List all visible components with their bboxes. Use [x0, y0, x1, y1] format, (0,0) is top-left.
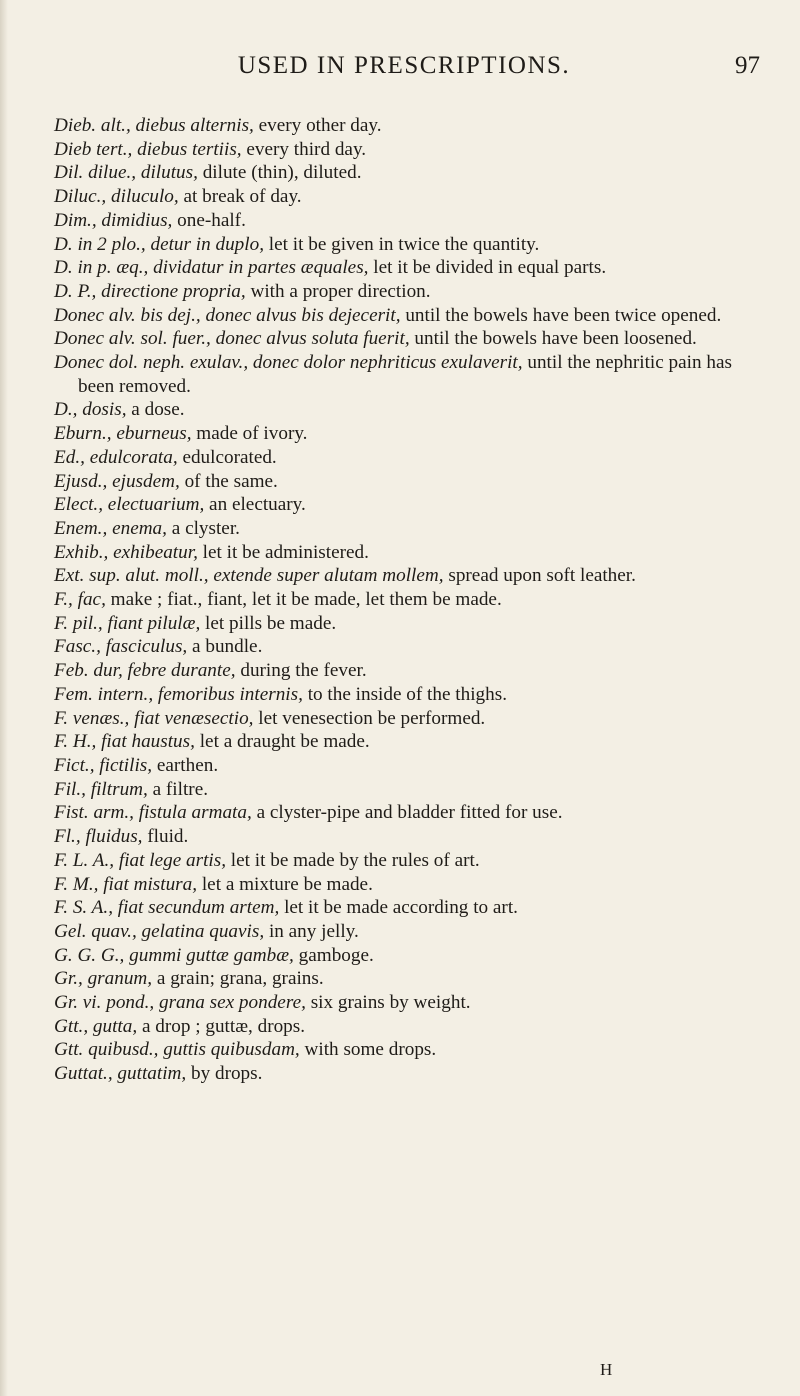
glossary-entry: [54, 944, 772, 968]
entry-meaning: six grains by weight.: [310, 992, 471, 1014]
entry-meaning: edulcorated.: [182, 446, 277, 468]
glossary-entry: [54, 849, 772, 873]
glossary-entry: [54, 825, 772, 849]
glossary-entry: [54, 873, 772, 897]
entry-meaning: a drop ; guttæ, drops.: [141, 1015, 306, 1037]
entry-abbreviation: Fist. arm., fistula armata,: [54, 802, 252, 824]
entry-meaning: fluid.: [147, 826, 189, 848]
entry-meaning: an electuary.: [209, 494, 306, 516]
glossary-entry: [54, 493, 772, 517]
entry-abbreviation: Ed., edulcorata,: [54, 446, 178, 468]
glossary-entry: [54, 161, 772, 185]
entry-meaning: let venesection be performed.: [258, 707, 486, 729]
glossary-entry: [54, 1062, 772, 1086]
glossary-entry: [54, 683, 772, 707]
entry-meaning: dilute (thin), diluted.: [202, 162, 362, 184]
page-number: 97: [735, 52, 760, 79]
entry-meaning: with a proper direction.: [250, 280, 431, 302]
entry-abbreviation: Fict., fictilis,: [54, 754, 153, 776]
entry-abbreviation: Fl., fluidus,: [54, 826, 143, 848]
entry-meaning: every other day.: [258, 115, 382, 136]
entry-abbreviation: Exhib., exhibeatur,: [54, 541, 198, 563]
glossary-entry: [54, 659, 772, 683]
entry-meaning: in any jelly.: [268, 920, 359, 942]
page-edge: [0, 0, 8, 1396]
entry-meaning: let it be administered.: [202, 541, 369, 563]
entry-abbreviation: Gr. vi. pond., grana sex pondere,: [54, 992, 306, 1014]
glossary-entry: [54, 920, 772, 944]
entry-meaning: to the inside of the thighs.: [307, 683, 508, 705]
glossary-entry: [54, 1015, 772, 1039]
glossary-entry: [54, 517, 772, 541]
entry-abbreviation: Fil., filtrum,: [54, 778, 148, 800]
entry-abbreviation: Gel. quav., gelatina quavis,: [54, 920, 265, 942]
entry-abbreviation: Diluc., diluculo,: [54, 186, 179, 208]
glossary-entry: [54, 707, 772, 731]
glossary-list: [54, 114, 772, 1086]
entry-abbreviation: Elect., electuarium,: [54, 494, 205, 516]
glossary-entry: [54, 398, 772, 422]
entry-meaning: one-half.: [177, 209, 246, 231]
entry-meaning: until the nephritic pain has been removed.: [78, 352, 732, 397]
entry-abbreviation: Donec alv. bis dej., donec alvus bis dejecerit,: [54, 304, 401, 326]
entry-abbreviation: G. G. G., gummi guttæ gambæ,: [54, 944, 294, 966]
entry-meaning: by drops.: [190, 1063, 263, 1085]
entry-abbreviation: Dim., dimidius,: [54, 209, 173, 231]
entry-abbreviation: Fasc., fasciculus,: [54, 636, 188, 658]
entry-meaning: a clyster.: [171, 517, 240, 539]
glossary-entry: [54, 422, 772, 446]
entry-meaning: let pills be made.: [205, 612, 337, 634]
glossary-entry: [54, 304, 772, 328]
glossary-entry: [54, 564, 772, 588]
glossary-entry: [54, 896, 772, 920]
entry-abbreviation: D. in 2 plo., detur in duplo,: [54, 233, 264, 255]
entry-abbreviation: F. L. A., fiat lege artis,: [54, 849, 226, 871]
glossary-entry: [54, 612, 772, 636]
entry-abbreviation: D., dosis,: [54, 399, 127, 421]
entry-meaning: at break of day.: [183, 186, 302, 208]
entry-meaning: of the same.: [184, 470, 278, 492]
entry-meaning: a clyster-pipe and bladder fitted for use.: [256, 802, 563, 824]
glossary-entry: [54, 233, 772, 257]
entry-abbreviation: Gtt. quibusd., guttis quibusdam,: [54, 1039, 300, 1061]
entry-meaning: a grain; grana, grains.: [156, 968, 324, 990]
glossary-entry: [54, 280, 772, 304]
glossary-entry: [54, 991, 772, 1015]
glossary-entry: [54, 446, 772, 470]
entry-meaning: let it be divided in equal parts.: [373, 257, 607, 279]
entry-meaning: every third day.: [246, 138, 367, 160]
entry-meaning: let it be made by the rules of art.: [230, 849, 480, 871]
entry-abbreviation: Ext. sup. alut. moll., extende super alutam mollem,: [54, 565, 444, 587]
entry-meaning: let a mixture be made.: [201, 873, 373, 895]
entry-abbreviation: Donec dol. neph. exulav., donec dolor nephriticus exulaverit,: [54, 352, 523, 374]
entry-abbreviation: D. P., directione propria,: [54, 280, 246, 302]
entry-abbreviation: Dieb tert., diebus tertiis,: [54, 138, 242, 160]
entry-abbreviation: D. in p. æq., dividatur in partes æquales,: [54, 257, 369, 279]
entry-meaning: gamboge.: [298, 944, 374, 966]
glossary-entry: [54, 778, 772, 802]
glossary-entry: [54, 541, 772, 565]
glossary-entry: [54, 635, 772, 659]
entry-meaning: a filtre.: [152, 778, 209, 800]
glossary-entry: [54, 209, 772, 233]
glossary-entry: [54, 256, 772, 280]
entry-meaning: a bundle.: [192, 636, 263, 658]
glossary-entry: [54, 730, 772, 754]
entry-abbreviation: F. venæs., fiat venæsectio,: [54, 707, 254, 729]
glossary-entry: [54, 327, 772, 351]
entry-abbreviation: Dieb. alt., diebus alternis,: [54, 115, 254, 136]
entry-abbreviation: F. M., fiat mistura,: [54, 873, 198, 895]
glossary-entry: [54, 470, 772, 494]
entry-meaning: make ; fiat., fiant, let it be made, let them be made.: [110, 589, 502, 611]
entry-meaning: with some drops.: [304, 1039, 437, 1061]
entry-abbreviation: Gtt., gutta,: [54, 1015, 138, 1037]
entry-abbreviation: F. pil., fiant pilulæ,: [54, 612, 201, 634]
glossary-entry: [54, 754, 772, 778]
entry-meaning: during the fever.: [240, 660, 367, 682]
entry-meaning: let it be made according to art.: [284, 897, 518, 919]
entry-abbreviation: Donec alv. sol. fuer., donec alvus soluta fuerit,: [54, 328, 410, 350]
entry-meaning: made of ivory.: [196, 423, 308, 445]
entry-meaning: let a draught be made.: [199, 731, 370, 753]
entry-abbreviation: Gr., granum,: [54, 968, 153, 990]
entry-abbreviation: Fem. intern., femoribus internis,: [54, 683, 303, 705]
entry-abbreviation: Eburn., eburneus,: [54, 423, 192, 445]
entry-abbreviation: F. S. A., fiat secundum artem,: [54, 897, 280, 919]
glossary-entry: [54, 1038, 772, 1062]
glossary-entry: [54, 114, 772, 138]
entry-abbreviation: Guttat., guttatim,: [54, 1063, 187, 1085]
entry-meaning: spread upon soft leather.: [448, 565, 636, 587]
glossary-entry: [54, 185, 772, 209]
glossary-entry: [54, 138, 772, 162]
entry-abbreviation: Enem., enema,: [54, 517, 167, 539]
entry-meaning: a dose.: [131, 399, 185, 421]
entry-abbreviation: Dil. dilue., dilutus,: [54, 162, 198, 184]
running-head: USED IN PRESCRIPTIONS.: [237, 52, 571, 79]
glossary-entry: [54, 967, 772, 991]
entry-abbreviation: Ejusd., ejusdem,: [54, 470, 180, 492]
glossary-entry: [54, 588, 772, 612]
entry-abbreviation: F., fac,: [54, 589, 106, 611]
entry-meaning: earthen.: [156, 754, 219, 776]
entry-meaning: until the bowels have been loosened.: [414, 328, 697, 350]
entry-abbreviation: F. H., fiat haustus,: [54, 731, 195, 753]
glossary-entry: [54, 801, 772, 825]
signature-mark: H: [600, 1360, 613, 1379]
entry-abbreviation: Feb. dur, febre durante,: [54, 660, 236, 682]
entry-meaning: let it be given in twice the quantity.: [268, 233, 540, 255]
entry-meaning: until the bowels have been twice opened.: [405, 304, 722, 326]
glossary-entry: [54, 351, 772, 398]
